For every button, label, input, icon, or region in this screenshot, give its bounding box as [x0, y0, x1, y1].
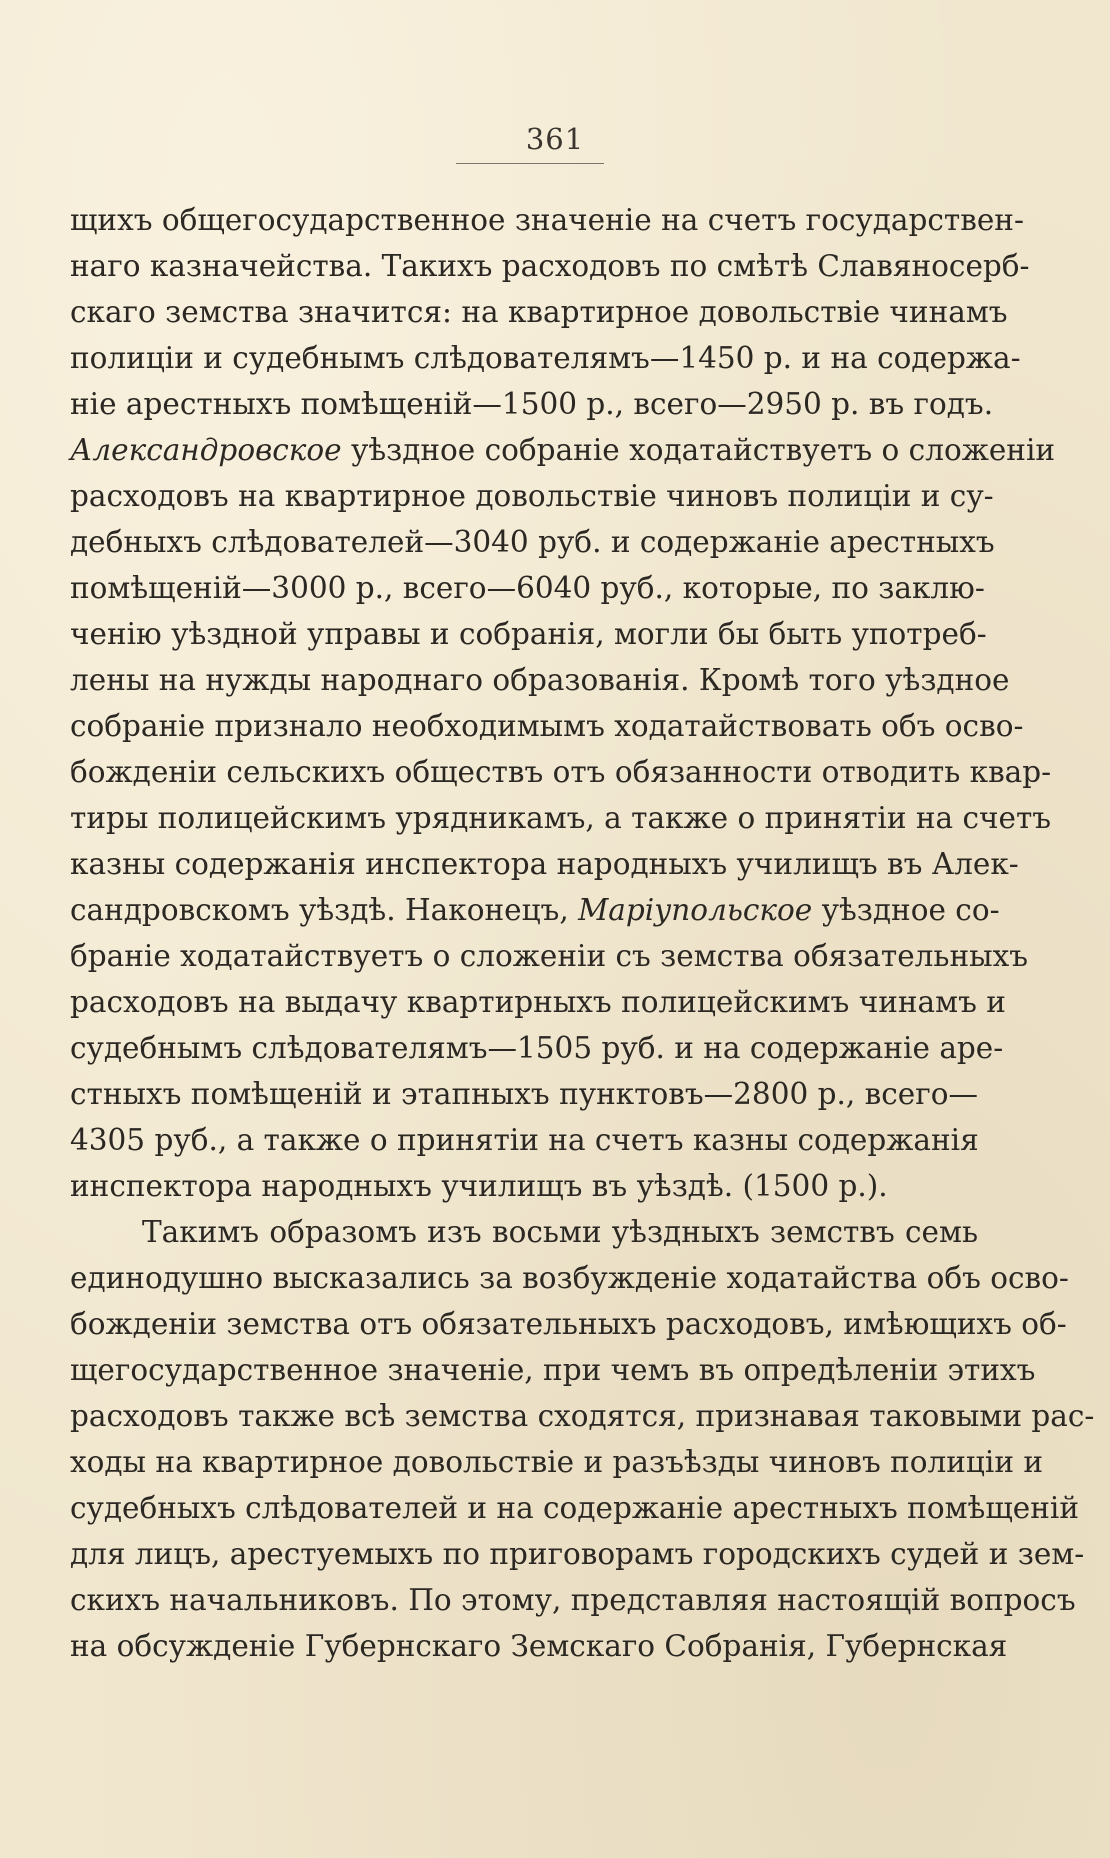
- text-line: Такимъ образомъ изъ восьми уѣздныхъ земствъ семь: [142, 1215, 978, 1249]
- text-line: расходовъ на выдачу квартирныхъ полицейскимъ чинамъ и: [70, 985, 1006, 1019]
- text-line: на обсужденіе Губернскаго Земскаго Собранія, Губернская: [70, 1629, 1008, 1663]
- text-line: расходовъ на квартирное довольствіе чиновъ полиціи и су-: [70, 479, 994, 513]
- text-line: судебныхъ слѣдователей и на содержаніе арестныхъ помѣщеній: [70, 1491, 1079, 1525]
- text-line: ніе арестныхъ помѣщеній—1500 р., всего—2950 р. въ годъ.: [70, 387, 994, 421]
- text-span: уѣздное собраніе ходатайствуетъ о сложеніи: [341, 433, 1056, 467]
- text-line: расходовъ также всѣ земства сходятся, признавая таковыми рас-: [70, 1399, 1095, 1433]
- district-name-italic: Маріупольское: [578, 893, 813, 927]
- text-line: [70, 427, 1056, 473]
- text-line: скихъ начальниковъ. По этому, представляя настоящій вопросъ: [70, 1583, 1076, 1617]
- text-line: судебнымъ слѣдователямъ—1505 руб. и на содержаніе аре-: [70, 1031, 1004, 1065]
- text-line: щегосударственное значеніе, при чемъ въ опредѣленіи этихъ: [70, 1353, 1036, 1387]
- text-line: полиціи и судебнымъ слѣдователямъ—1450 р. и на содержа-: [70, 341, 1021, 375]
- text-line: ходы на квартирное довольствіе и разъѣзды чиновъ полиціи и: [70, 1445, 1044, 1479]
- body-text: [70, 197, 1095, 1669]
- text-span: сандровскомъ уѣздѣ. Наконецъ,: [70, 893, 579, 927]
- text-line: наго казначейства. Такихъ расходовъ по смѣтѣ Славяносерб-: [70, 249, 1030, 283]
- text-line: ченію уѣздной управы и собранія, могли бы быть употреб-: [70, 617, 987, 651]
- text-line: божденіи сельскихъ обществъ отъ обязанности отводить квар-: [70, 755, 1052, 789]
- text-line: 4305 руб., а также о принятіи на счетъ казны содержанія: [70, 1123, 979, 1157]
- text-line: инспектора народныхъ училищъ въ уѣздѣ. (1500 р.).: [70, 1169, 888, 1203]
- text-line: собраніе признало необходимымъ ходатайствовать объ осво-: [70, 709, 1024, 743]
- text-line: щихъ общегосударственное значеніе на счетъ государствен-: [70, 203, 1024, 237]
- text-line: божденіи земства отъ обязательныхъ расходовъ, имѣющихъ об-: [70, 1307, 1067, 1341]
- text-line: единодушно высказались за возбужденіе ходатайства объ осво-: [70, 1261, 1069, 1295]
- text-line: для лицъ, арестуемыхъ по приговорамъ городскихъ судей и зем-: [70, 1537, 1085, 1571]
- text-line: стныхъ помѣщеній и этапныхъ пунктовъ—2800 р., всего—: [70, 1077, 978, 1111]
- text-line: браніе ходатайствуетъ о сложеніи съ земства обязательныхъ: [70, 939, 1029, 973]
- text-line: лены на нужды народнаго образованія. Кромѣ того уѣздное: [70, 663, 1010, 697]
- page-number-rule: [456, 163, 604, 164]
- page-number: 361: [525, 122, 585, 156]
- text-line: дебныхъ слѣдователей—3040 руб. и содержаніе арестныхъ: [70, 525, 995, 559]
- text-line: тиры полицейскимъ урядникамъ, а также о принятіи на счетъ: [70, 801, 1052, 835]
- text-line: [70, 887, 1000, 933]
- text-line: казны содержанія инспектора народныхъ училищъ въ Алек-: [70, 847, 1019, 881]
- text-span: уѣздное со-: [812, 893, 1000, 927]
- district-name-italic: Александровское: [70, 433, 342, 467]
- text-line: скаго земства значится: на квартирное довольствіе чинамъ: [70, 295, 1008, 329]
- text-line: помѣщеній—3000 р., всего—6040 руб., которые, по заклю-: [70, 571, 985, 605]
